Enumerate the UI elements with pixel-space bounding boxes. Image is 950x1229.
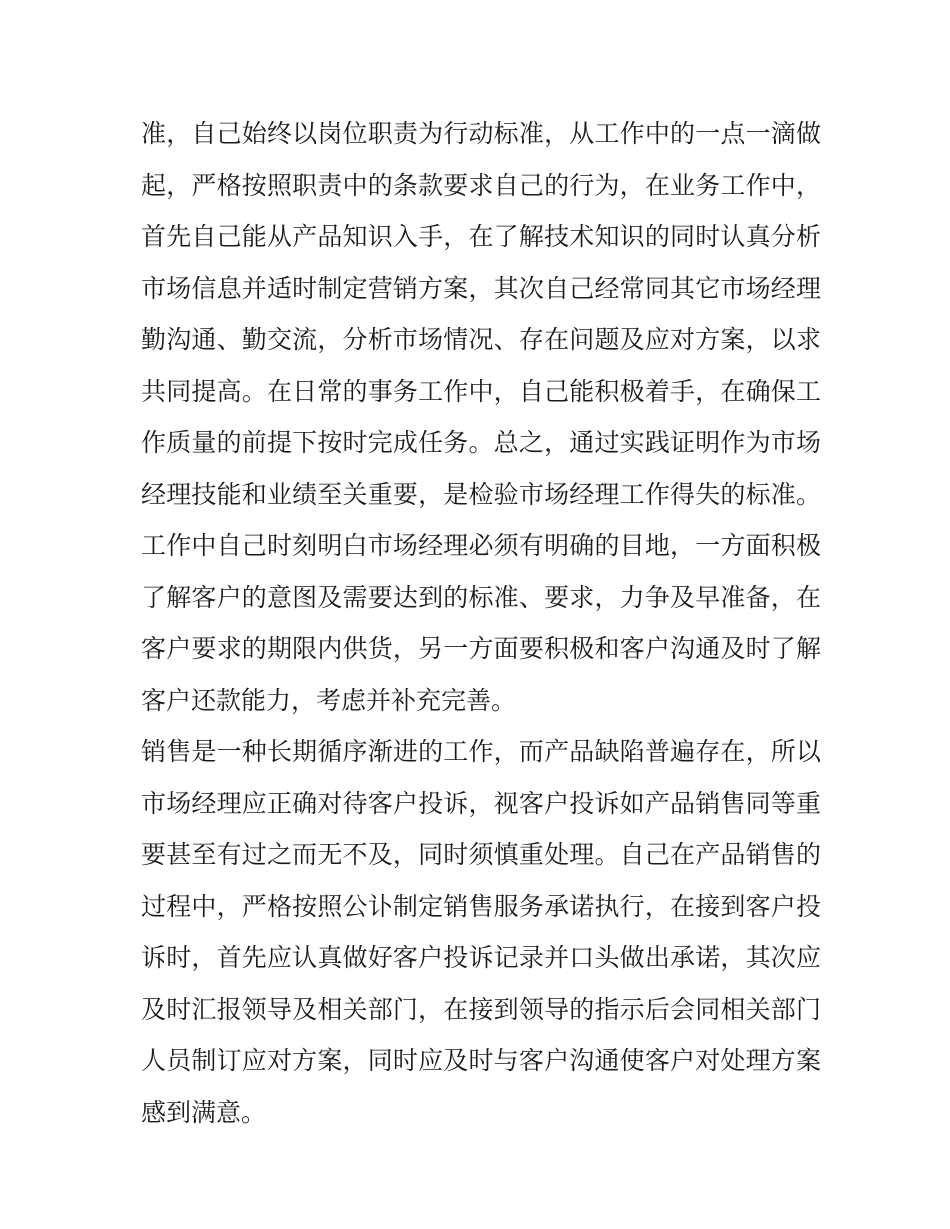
text-line: 工作中自己时刻明白市场经理必须有明确的目地，一方面积极: [141, 531, 821, 560]
text-line: 市场信息并适时制定营销方案，其次自己经常同其它市场经理: [141, 273, 821, 303]
text-line: 销售是一种长期循序渐进的工作，而产品缺陷普遍存在，所以: [141, 737, 821, 766]
text-line: 要甚至有过之而无不及，同时须慎重处理。自己在产品销售的: [141, 840, 821, 869]
text-line: 诉时，首先应认真做好客户投诉记录并口头做出承诺，其次应: [141, 943, 821, 972]
text-line: 首先自己能从产品知识入手，在了解技术知识的同时认真分析: [141, 222, 821, 251]
text-line: 起，严格按照职责中的条款要求自己的行为，在业务工作中，: [141, 170, 821, 200]
text-line: 客户还款能力，考虑并补充完善。: [141, 685, 517, 715]
text-line: 过程中，严格按照公讣制定销售服务承诺执行，在接到客户投: [141, 891, 821, 921]
text-line: 人员制订应对方案，同时应及时与客户沟通使客户对处理方案: [141, 1046, 821, 1075]
text-line: 作质量的前提下按时完成任务。总之，通过实践证明作为市场: [141, 428, 821, 457]
text-line: 市场经理应正确对待客户投诉，视客户投诉如产品销售同等重: [141, 788, 821, 818]
text-line: 勤沟通、勤交流，分析市场情况、存在问题及应对方案，以求: [141, 325, 821, 354]
text-line: 共同提高。在日常的事务工作中，自己能积极着手，在确保工: [141, 376, 821, 406]
text-line: 准，自己始终以岗位职责为行动标准，从工作中的一点一滴做: [141, 119, 821, 148]
text-line: 及时汇报领导及相关部门，在接到领导的指示后会同相关部门: [141, 994, 821, 1024]
text-line: 客户要求的期限内供货，另一方面要积极和客户沟通及时了解: [141, 634, 821, 663]
text-line: 了解客户的意图及需要达到的标准、要求，力争及早准备，在: [141, 582, 821, 612]
text-line: 经理技能和业绩至关重要，是检验市场经理工作得失的标准。: [141, 479, 821, 509]
document-body: [141, 108, 821, 1138]
text-line: 感到满意。: [141, 1097, 267, 1127]
